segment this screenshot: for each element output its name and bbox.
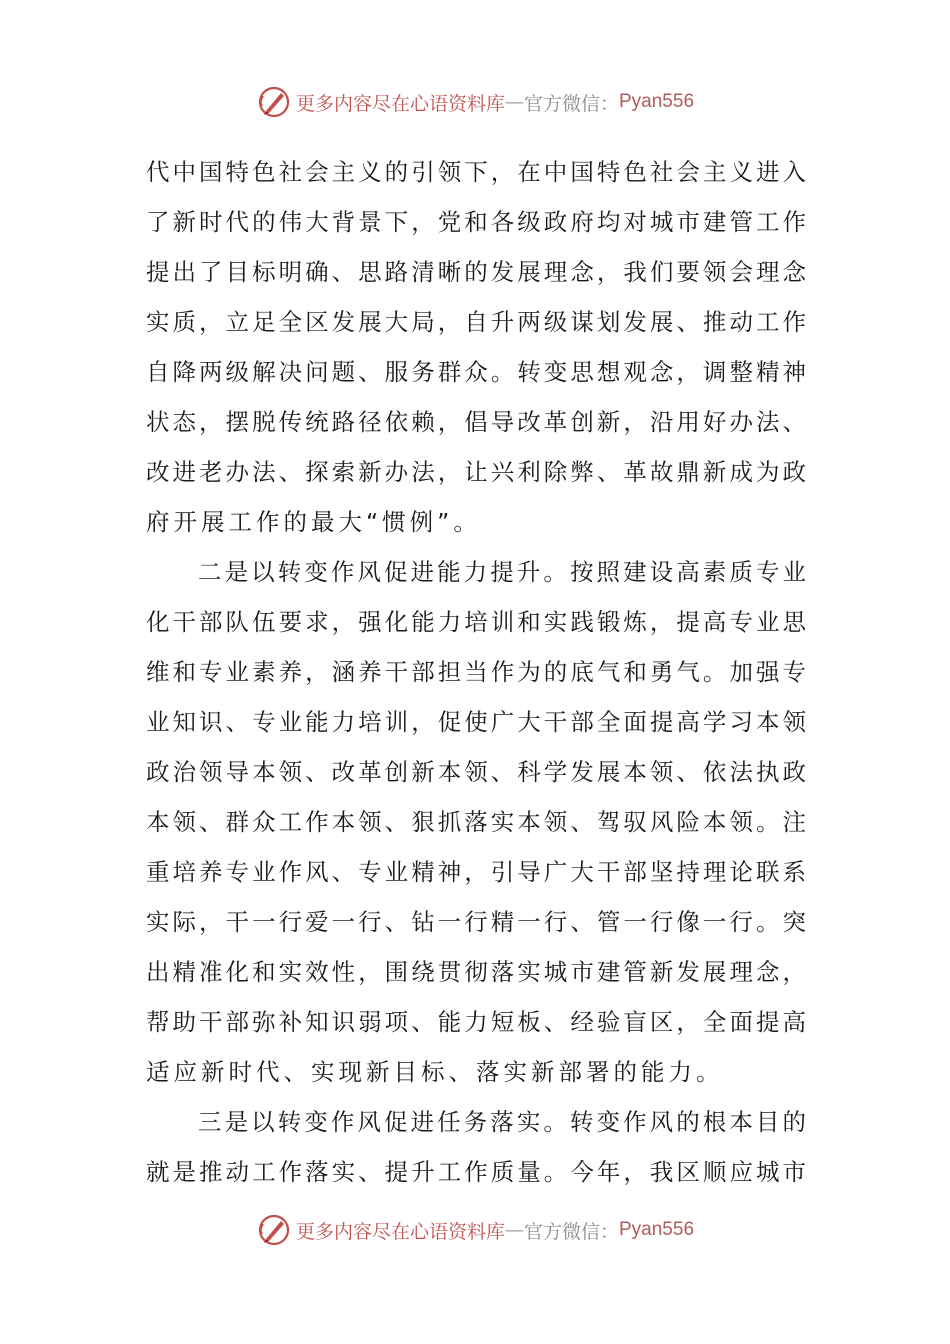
- text-line: 状态，摆脱传统路径依赖，倡导改革创新，沿用好办法、: [146, 408, 806, 436]
- text-line: 改进老办法、探索新办法，让兴利除弊、革故鼎新成为政: [146, 458, 806, 486]
- text-line: 业知识、专业能力培训，促使广大干部全面提高学习本领: [146, 708, 806, 736]
- text-line: 出精准化和实效性，围绕贯彻落实城市建管新发展理念，: [146, 958, 806, 986]
- banner-wechat-id: Pyan556: [619, 1219, 695, 1240]
- text-line: 代中国特色社会主义的引领下，在中国特色社会主义进入: [146, 158, 806, 186]
- pen-logo-icon: [256, 84, 292, 120]
- banner-separator: —: [504, 91, 524, 113]
- paragraph-first-line: 二是以转变作风促进能力提升。按照建设高素质专业: [198, 558, 806, 586]
- banner-separator: —: [504, 1219, 524, 1241]
- text-line: 本领、群众工作本领、狠抓落实本领、驾驭风险本领。注: [146, 808, 806, 836]
- banner-wechat-id: Pyan556: [619, 91, 695, 112]
- text-line: 了新时代的伟大背景下，党和各级政府均对城市建管工作: [146, 208, 806, 236]
- text-line: 就是推动工作落实、提升工作质量。今年，我区顺应城市: [146, 1158, 806, 1186]
- text-line: 自降两级解决问题、服务群众。转变思想观念，调整精神: [146, 358, 806, 386]
- header-banner: [0, 82, 950, 122]
- text-line: 重培养专业作风、专业精神，引导广大干部坚持理论联系: [146, 858, 806, 886]
- text-line: 府开展工作的最大“惯例”。: [146, 508, 481, 536]
- banner-main-text: 更多内容尽在心语资料库: [295, 1220, 505, 1243]
- text-line: 维和专业素养，涵养干部担当作为的底气和勇气。加强专: [146, 658, 806, 686]
- text-line: 实质，立足全区发展大局，自升两级谋划发展、推动工作: [146, 308, 806, 336]
- banner-label: 官方微信：: [523, 1220, 619, 1243]
- text-line: 提出了目标明确、思路清晰的发展理念，我们要领会理念: [146, 258, 806, 286]
- text-line: 实际，干一行爱一行、钻一行精一行、管一行像一行。突: [146, 908, 806, 936]
- footer-banner: [0, 1210, 950, 1250]
- banner-label: 官方微信：: [523, 92, 619, 115]
- text-line: 政治领导本领、改革创新本领、科学发展本领、依法执政: [146, 758, 806, 786]
- document-body: [146, 147, 806, 1197]
- text-line: 帮助干部弥补知识弱项、能力短板、经验盲区，全面提高: [146, 1008, 806, 1036]
- pen-logo-icon: [256, 1212, 292, 1248]
- paragraph-first-line: 三是以转变作风促进任务落实。转变作风的根本目的: [198, 1108, 806, 1136]
- text-line: 化干部队伍要求，强化能力培训和实践锻炼，提高专业思: [146, 608, 806, 636]
- banner-main-text: 更多内容尽在心语资料库: [295, 92, 505, 115]
- text-line: 适应新时代、实现新目标、落实新部署的能力。: [146, 1058, 724, 1086]
